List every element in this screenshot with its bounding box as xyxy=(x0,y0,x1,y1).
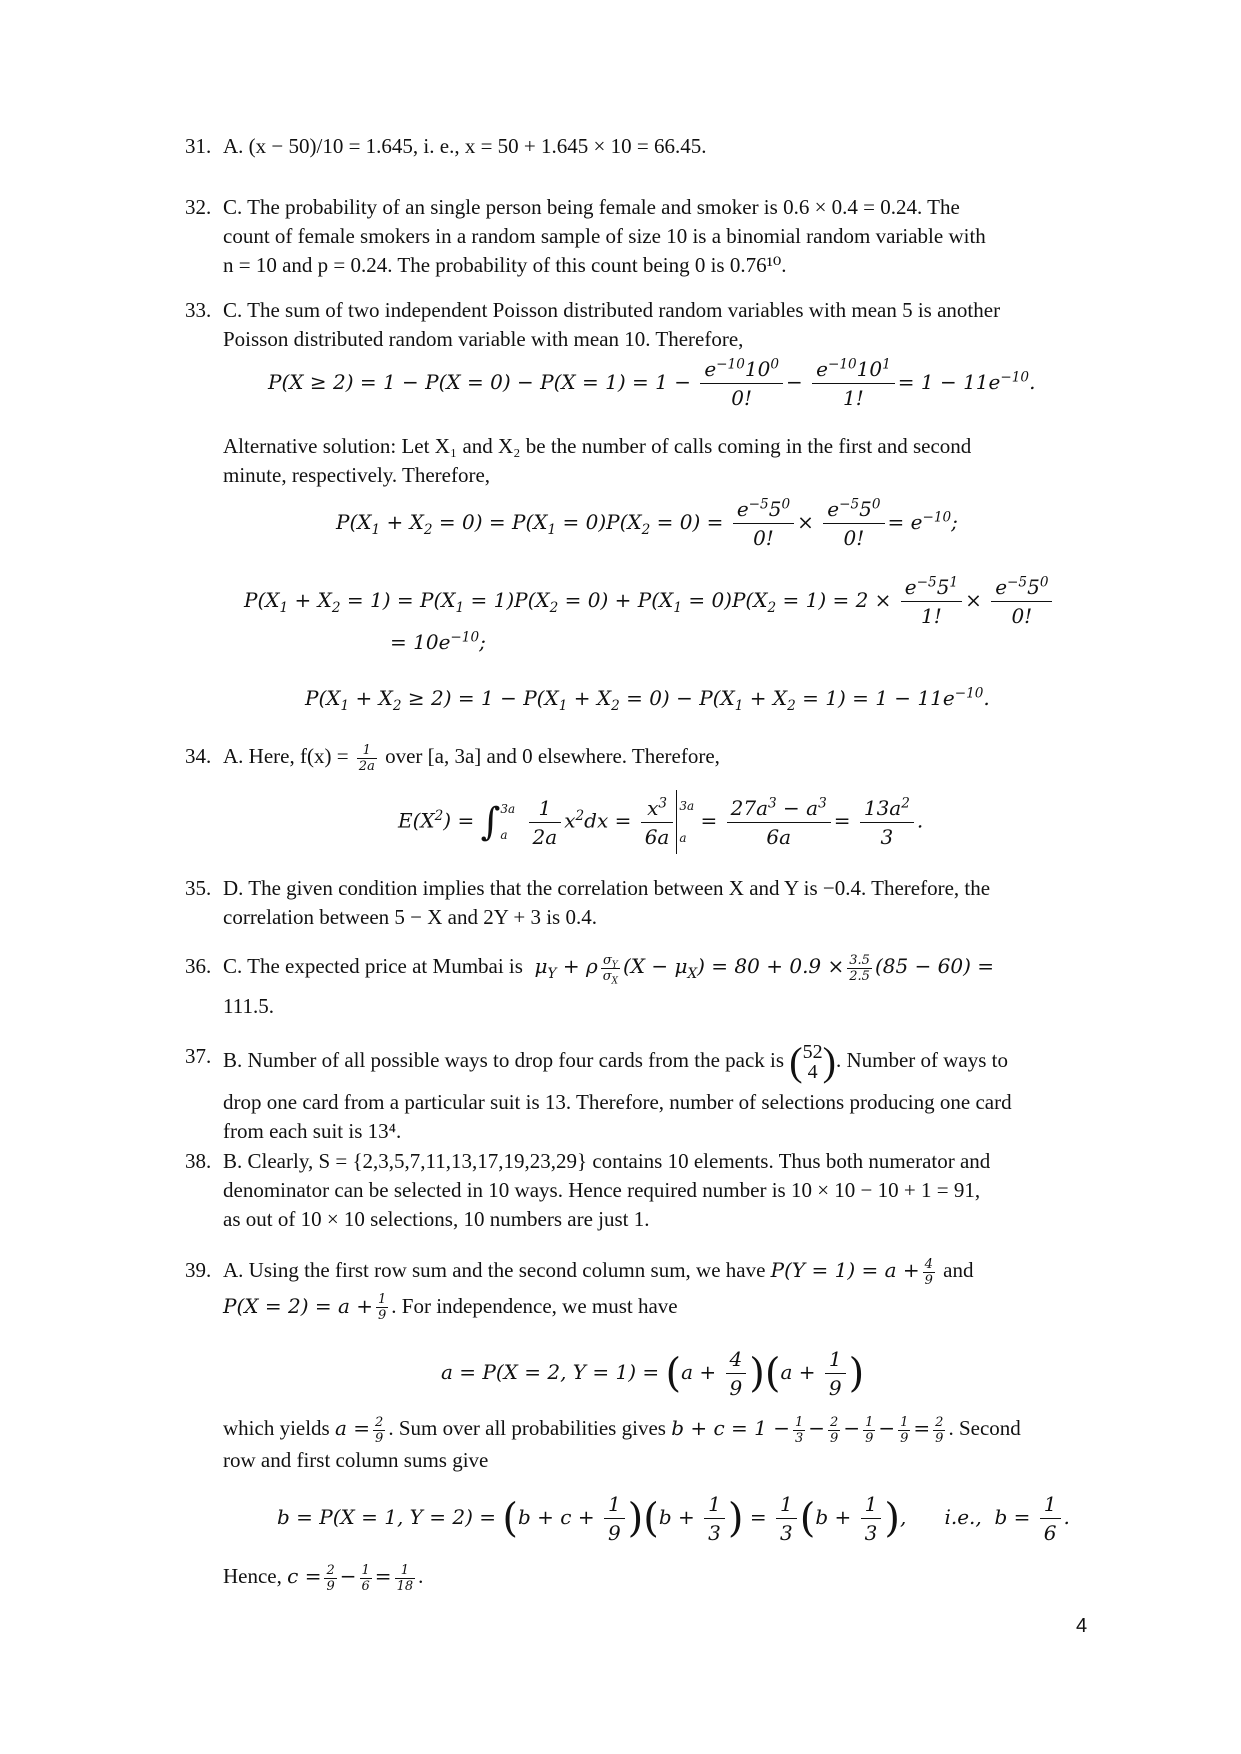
equation-sum-one: $P(X_1 + X_2 = 1) = P(X_1 = 1)P(X_2 = 0) + P(X_1 = 0)P(X_2 = 1) = 2$ × $\frac{e^{-5}5^1}{1!}$ × $\frac{e^{-5}5^0}{0!}$ xyxy=(244,573,1055,630)
item-number: 33. xyxy=(185,298,212,322)
answer-34 xyxy=(185,742,1085,774)
answer-text: A. Here, f(x) = xyxy=(223,744,349,768)
answer-37: 37. B. Number of all possible ways to drop four cards from the pack is ( 52 4 ). Number of ways to drop one card from a particular suit is 13. Therefore, number of selections producing one card from each suit is 13⁴. xyxy=(185,1042,1085,1146)
equation-sum-ge2: $P(X_1 + X_2 \ge 2) = 1 - P(X_1 + X_2 = 0) - P(X_1 + X_2 = 1) = 1 - 11e^{-10}$. xyxy=(305,685,990,714)
answer-text: . For independence, we must have xyxy=(391,1293,678,1318)
answer-line: drop one card from a particular suit is 13. Therefore, number of selections producing one card xyxy=(223,1090,1012,1114)
answer-38 xyxy=(185,1147,1085,1234)
answer-line: minute, respectively. Therefore, xyxy=(223,463,491,487)
answer-text: A. (x − 50)/10 = 1.645, i. e., x = 50 + 1.645 × 10 = 66.45. xyxy=(223,134,707,158)
answer-39-continued: which yields a = $\frac{2}{9}$ . Sum over all probabilities gives b + c = 1 − $\frac{1}{3}$ − $\frac{2}{9}$ − $\frac{1}{9}$ − $\frac{1}{9}$ = $\frac{2}{9}$ . Second row and first column sums give xyxy=(185,1414,1085,1475)
answer-line: count of female smokers in a random sample of size 10 is a binomial random variable with xyxy=(223,224,986,248)
answer-line: denominator can be selected in 10 ways. Hence required number is 10 × 10 − 10 + 1 = 91, xyxy=(223,1178,981,1202)
item-number: 37. xyxy=(185,1044,212,1068)
item-number: 31. xyxy=(185,134,212,158)
equation-sum-zero: $P(X_1 + X_2 = 0) = P(X_1 = 0)P(X_2 = 0)$ = $\frac{e^{-5}5^0}{0!}$ × $\frac{e^{-5}5^0}{0!}$ = $e^{-10}$; xyxy=(336,496,958,550)
equation-sum-one-result: = $10e^{-10}$; xyxy=(390,629,486,654)
answer-35 xyxy=(185,874,1085,932)
item-number: 38. xyxy=(185,1149,212,1173)
answer-text: over [a, 3a] and 0 elsewhere. Therefore, xyxy=(385,744,720,768)
equation-expectation: $E(X^2)$ = ∫ 3a a $\frac{1}{2a}$ $x^2dx$ = $\frac{x^3}{6a}$ 3a a = $\frac{27a^3 - a^3}{6a}$ = $\frac{13a^2}{3}$ . xyxy=(398,790,923,854)
equation-b: b = P(X = 1, Y = 2) = (b + c + $\frac{1}{9}$ )(b + $\frac{1}{3}$ ) = $\frac{1}{3}$ (b + $\frac{1}{3}$ ), i.e., b = $\frac{1}{6}$ . xyxy=(277,1492,1070,1545)
item-number: 34. xyxy=(185,744,212,768)
item-number: 35. xyxy=(185,876,212,900)
answer-line: C. The sum of two independent Poisson distributed random variables with mean 5 is another xyxy=(223,298,1001,322)
answer-text: A. Using the first row sum and the second column sum, we have xyxy=(223,1258,766,1282)
answer-line: correlation between 5 − X and 2Y + 3 is 0.4. xyxy=(223,905,597,929)
answer-31 xyxy=(185,132,1085,161)
answer-line: 111.5. xyxy=(223,993,274,1018)
item-number: 36. xyxy=(185,954,212,978)
fraction: $\frac{1}{2a}$ xyxy=(358,742,375,774)
answer-text: . Number of ways to xyxy=(835,1047,1009,1072)
answer-line: Poisson distributed random variable with mean 10. Therefore, xyxy=(223,327,744,351)
answer-line: n = 10 and p = 0.24. The probability of this count being 0 is 0.76¹⁰. xyxy=(223,253,787,277)
alternative-solution xyxy=(185,432,1085,490)
binomial-coefficient: 52 4 xyxy=(802,1041,823,1083)
equation-independence: a = P(X = 2, Y = 1) = (a + $\frac{4}{9}$ )(a + $\frac{1}{9}$ ) xyxy=(441,1347,865,1400)
equation-poisson: P(X ≥ 2) = 1 − P(X = 0) − P(X = 1) = 1 − $\frac{e^{-10}10^0}{0!}$ − $\frac{e^{-10}10^1}{1!}$ = $1 - 11e^{-10}$. xyxy=(268,356,1036,410)
answer-line: as out of 10 × 10 selections, 10 numbers are just 1. xyxy=(223,1207,650,1231)
item-number: 32. xyxy=(185,195,212,219)
answer-line: Alternative solution: Let X₁ and X₂ be the number of calls coming in the first and second xyxy=(223,434,972,458)
answer-line: row and first column sums give xyxy=(223,1447,489,1472)
answer-text: Hence, xyxy=(223,1564,282,1588)
page-number: 4 xyxy=(1076,1615,1088,1637)
answer-32 xyxy=(185,193,1085,280)
answer-text: C. The expected price at Mumbai is xyxy=(223,954,523,978)
answer-33 xyxy=(185,296,1085,354)
answer-text: B. Number of all possible ways to drop four cards from the pack is xyxy=(223,1047,785,1072)
item-number: 39. xyxy=(185,1258,212,1282)
answer-36: 36. C. The expected price at Mumbai is $\mu_Y + \rho$ $\frac{\sigma_Y}{\sigma_X}$ $(X - \mu_X) = 80 + 0.9$ × $\frac{3.5}{2.5}$ (85 − 60) = 111.5. xyxy=(185,952,1085,1021)
answer-line: C. The probability of an single person being female and smoker is 0.6 × 0.4 = 0.24. The xyxy=(223,195,960,219)
answer-line: from each suit is 13⁴. xyxy=(223,1119,402,1143)
answer-text: . Sum over all probabilities gives xyxy=(388,1416,666,1440)
answer-39: 39. A. Using the first row sum and the second column sum, we have P(Y = 1) = a + $\frac{4}{9}$ and P(X = 2) = a + $\frac{1}{9}$ . For independence, we must have xyxy=(185,1256,974,1324)
answer-text: . Second xyxy=(948,1416,1021,1440)
answer-text: which yields xyxy=(223,1416,330,1440)
answer-text: and xyxy=(943,1258,974,1282)
answer-line: D. The given condition implies that the correlation between X and Y is −0.4. Therefore, the xyxy=(223,876,991,900)
answer-line: B. Clearly, S = {2,3,5,7,11,13,17,19,23,29} contains 10 elements. Thus both numerator and xyxy=(223,1149,991,1173)
answer-39-final: Hence, c = $\frac{2}{9}$ − $\frac{1}{6}$ = $\frac{1}{18}$ . xyxy=(223,1562,424,1594)
